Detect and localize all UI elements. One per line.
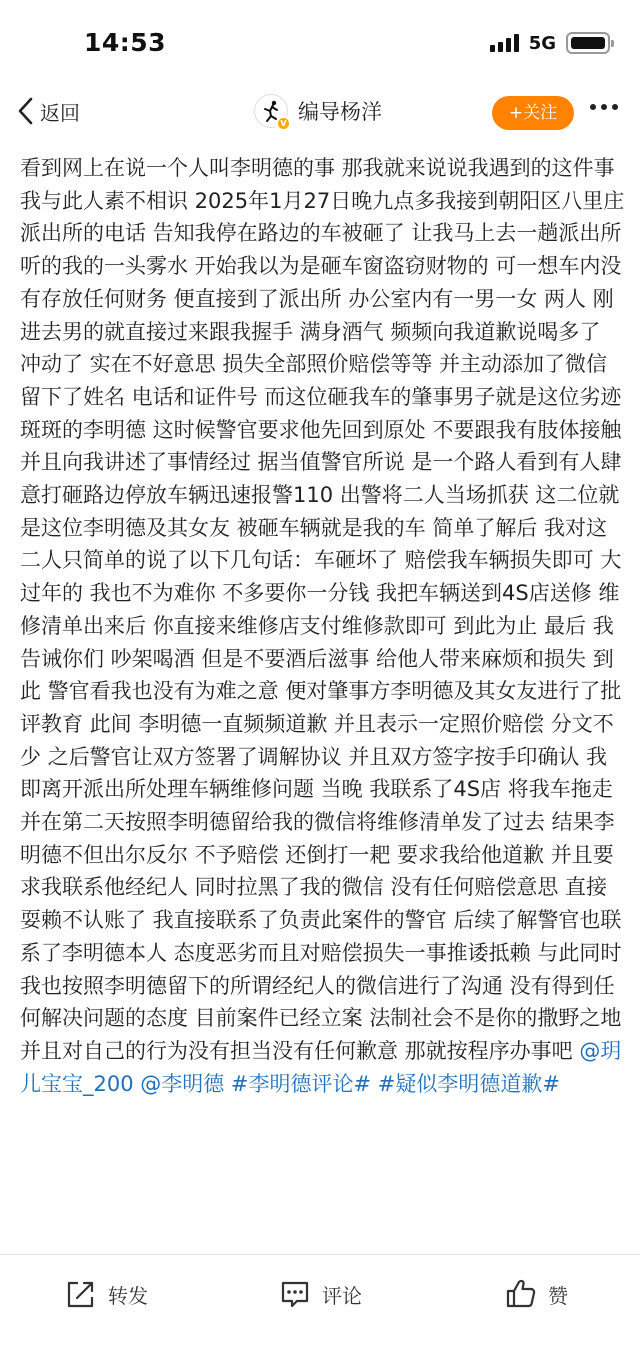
back-button[interactable] xyxy=(16,96,80,126)
network-type: 5G xyxy=(528,32,556,54)
comment-label: 评论 xyxy=(322,1283,362,1308)
like-icon xyxy=(504,1277,538,1311)
repost-button[interactable] xyxy=(64,1277,148,1311)
bottom-action-bar xyxy=(0,1254,640,1355)
avatar[interactable] xyxy=(254,94,288,128)
status-icons xyxy=(490,32,610,54)
back-chevron-icon xyxy=(16,96,36,126)
like-label: 赞 xyxy=(548,1283,568,1308)
back-label: 返回 xyxy=(40,100,80,125)
more-icon[interactable] xyxy=(590,104,618,110)
repost-label: 转发 xyxy=(108,1283,148,1308)
post-tail-links[interactable]: 儿宝宝_200 @李明德 #李明德评论# #疑似李明德道歉# xyxy=(20,1071,560,1096)
signal-icon xyxy=(490,34,519,52)
mention-link[interactable]: @玥 xyxy=(579,1038,622,1063)
comment-button[interactable] xyxy=(278,1277,362,1311)
repost-icon xyxy=(64,1277,98,1311)
status-bar xyxy=(0,0,640,88)
comment-icon xyxy=(278,1277,312,1311)
nav-bar xyxy=(0,88,640,140)
post-text: 看到网上在说一个人叫李明德的事 那我就来说说我遇到的这件事 我与此人素不相识 2025年1月27日晚九点多我接到朝阳区八里庄派出所的电话 告知我停在路边的车被砸了 让我马上去一趟派出所 听的我的一头雾水 开始我以为是砸车窗盗窃财物的 可一想车内没有存放任何财务 便直接到了派出所 办公室内有一男一女 两人 刚进去男的就直接过来跟我握手 满身酒气 频频向我道歉说喝多了 冲动了 实在不好意思 损失全部照价赔偿等等 并主动添加了微信 留下了姓名 电话和证件号 而这位砸我车的肇事男子就是这位劣迹斑斑的李明德 这时候警官要求他先回到原处 不要跟我有肢体接触 并且向我讲述了事情经过 据当值警官所说 是一个路人看到有人肆意打砸路边停放车辆迅速报警110 出警将二人当场抓获 这二位就是这位李明德及其女友 被砸车辆就是我的车 简单了解后 我对这二人只简单的说了以下几句话：车砸坏了 赔偿我车辆损失即可 大过年的 我也不为难你 不多要你一分钱 我把车辆送到4S店送修 维修清单出来后 你直接来维修店支付维修款即可 到此为止 最后 我告诫你们 吵架喝酒 但是不要酒后滋事 给他人带来麻烦和损失 到此 警官看我也没有为难之意 便对肇事方李明德及其女友进行了批评教育 此间 李明德一直频频道歉 并且表示一定照价赔偿 分文不少 之后警官让双方签署了调解协议 并且双方签字按手印确认 我即离开派出所处理车辆维修问题 当晚 我联系了4S店 将我车拖走 并在第二天按照李明德留给我的微信将维修清单发了过去 结果李明德不但出尔反尔 不予赔偿 还倒打一耙 要求我给他道歉 并且要求我联系他经纪人 同时拉黑了我的微信 没有任何赔偿意思 直接耍赖不认账了 我直接联系了负责此案件的警官 后续了解警官也联系了李明德本人 态度恶劣而且对赔偿损失一事推诿抵赖 与此同时 我也按照李明德留下的所谓经纪人的微信进行了沟通 没有得到任何解决问题的态度 目前案件已经立案 法制社会不是你的撒野之地 并且对自己的行为没有担当没有任何歉意 那就按程序办事吧 xyxy=(20,156,625,1063)
verified-badge: V xyxy=(276,116,291,131)
author-info[interactable] xyxy=(254,94,382,128)
like-button[interactable] xyxy=(504,1277,568,1311)
author-name[interactable]: 编导杨洋 xyxy=(298,100,382,124)
status-time: 14:53 xyxy=(84,28,167,57)
follow-button[interactable]: +关注 xyxy=(492,96,574,130)
battery-icon xyxy=(566,32,610,54)
post-body xyxy=(20,152,626,1252)
